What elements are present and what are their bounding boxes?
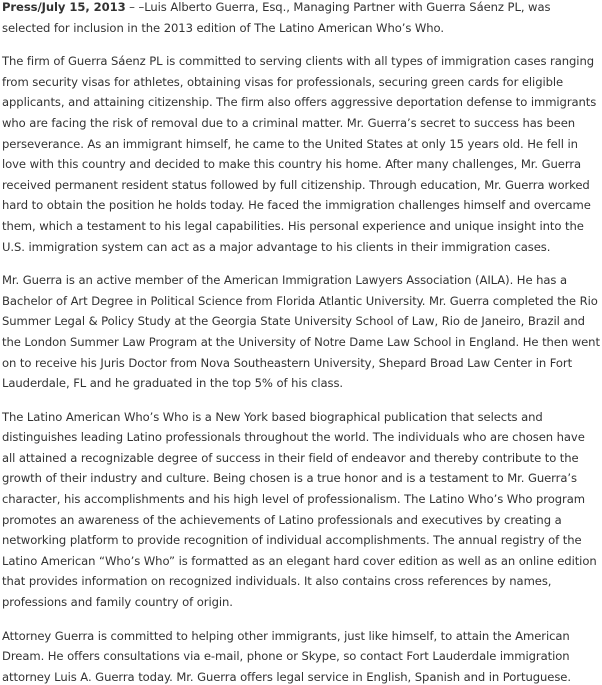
dateline: Press/July 15, 2013	[2, 0, 126, 14]
firm-paragraph: The firm of Guerra Sáenz PL is committed to serving clients with all types of immigration cases ranging from security visas for athletes, obtaining visas for professionals, securing green cards for eligible applicants, and attaining citizenship. The firm also offers aggressive deportation defense to immigrants who are facing the risk of removal due to a criminal matter. Mr. Guerra’s secret to success has been perseverance. As an immigrant himself, he came to the United States at only 15 years old. He fell in love with this country and decided to make this country his home. After many challenges, Mr. Guerra received permanent resident status followed by full citizenship. Through education, Mr. Guerra worked hard to obtain the position he holds today. He faced the immigration challenges himself and overcame them, which a testament to his legal capabilities. His personal experience and unique insight into the U.S. immigration system can act as a major advantage to his clients in their immigration cases.	[2, 54, 597, 254]
whos-who-paragraph: The Latino American Who’s Who is a New York based biographical publication that selects and distinguishes leading Latino professionals throughout the world. The individuals who are chosen have all attained a recognizable degree of success in their field of endeavor and thereby contribute to the growth of their industry and culture. Being chosen is a true honor and is a testament to Mr. Guerra’s character, his accomplishments and his high level of professionalism. The Latino Who’s Who program promotes an awareness of the achievements of Latino professionals and executives by creating a networking platform to provide recognition of individual accomplishments. The annual registry of the Latino American “Who’s Who” is formatted as an elegant hard cover edition as well as an online edition that provides information on recognized individuals. It also contains cross references by names, professions and family country of origin.	[2, 409, 597, 610]
contact-text-after: today. Mr. Guerra offers legal service in English, Spanish and in Portuguese.	[134, 669, 571, 684]
education-paragraph: Mr. Guerra is an active member of the American Immigration Lawyers Association (AILA). He has a Bachelor of Art Degree in Political Science from Florida Atlantic University. Mr. Guerra completed the Rio Summer Legal & Policy Study at the Georgia State University School of Law, Rio de Janeiro, Brazil and the London Summer Law Program at the University of Notre Dame Law School in England. He then went on to receive his Juris Doctor from Nova Southeastern University, Shepard Broad Law Center in Fort Lauderdale, FL and he graduated in the top 5% of his class.	[2, 273, 600, 391]
contact-paragraph	[2, 626, 602, 685]
intro-paragraph	[2, 0, 602, 38]
contact-text-before: Attorney Guerra is committed to helping other immigrants, just like himself, to attain the American Dream. He offers consultations via e-mail, phone or Skype, so	[2, 628, 570, 664]
intro-text: – –Luis Alberto Guerra, Esq., Managing Partner with Guerra Sáenz PL, was selected for inclusion in the 2013 edition of The Latino American Who’s Who.	[2, 0, 551, 35]
contact-attorney-link[interactable]: contact Fort Lauderdale immigration attorney Luis A. Guerra	[2, 649, 570, 684]
